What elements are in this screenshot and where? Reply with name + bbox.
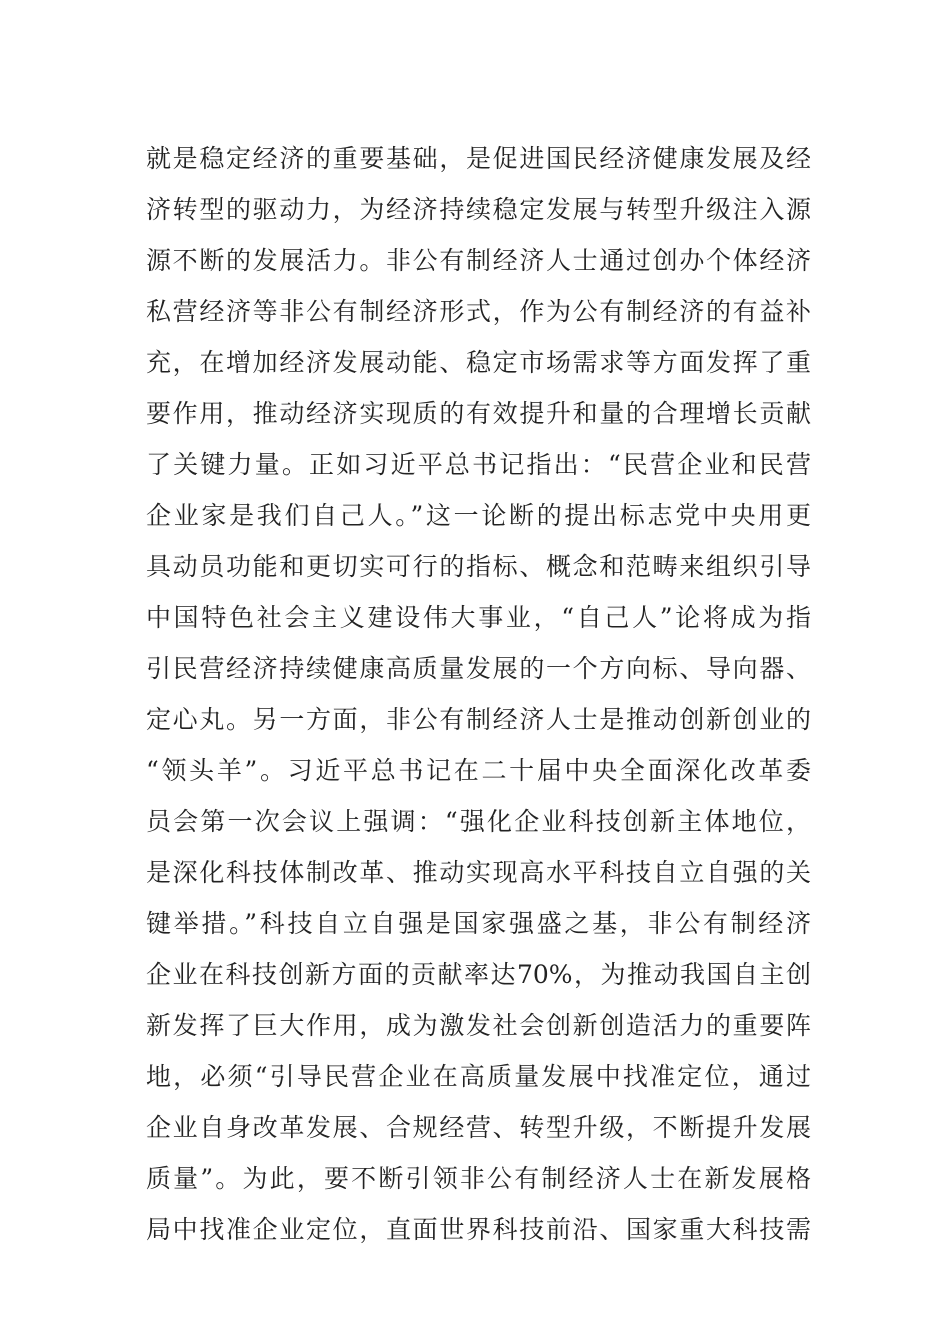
text-line: 私营经济等非公有制经济形式，作为公有制经济的有益补 — [146, 297, 811, 326]
text-line: 企业自身改革发展、合规经营、转型升级，不断提升发展 — [146, 1113, 811, 1142]
text-line: 员会第一次会议上强调：“强化企业科技创新主体地位， — [146, 807, 811, 836]
text-line: 定心丸。另一方面，非公有制经济人士是推动创新创业的 — [146, 705, 811, 734]
text-line: 具动员功能和更切实可行的指标、概念和范畴来组织引导 — [146, 552, 811, 581]
text-line: 键举措。”科技自立自强是国家强盛之基，非公有制经济 — [146, 909, 811, 938]
text-line: 济转型的驱动力，为经济持续稳定发展与转型升级注入源 — [146, 195, 811, 224]
text-line: “领头羊”。习近平总书记在二十届中央全面深化改革委 — [146, 756, 811, 785]
text-line: 充，在增加经济发展动能、稳定市场需求等方面发挥了重 — [146, 348, 811, 377]
text-line: 引民营经济持续健康高质量发展的一个方向标、导向器、 — [146, 654, 811, 683]
text-line: 局中找准企业定位，直面世界科技前沿、国家重大科技需 — [146, 1215, 811, 1244]
text-line: 质量”。为此，要不断引领非公有制经济人士在新发展格 — [146, 1164, 811, 1193]
text-line: 了关键力量。正如习近平总书记指出：“民营企业和民营 — [146, 450, 811, 479]
text-line: 新发挥了巨大作用，成为激发社会创新创造活力的重要阵 — [146, 1011, 811, 1040]
text-line: 是深化科技体制改革、推动实现高水平科技自立自强的关 — [146, 858, 811, 887]
body-text — [146, 133, 811, 1255]
text-line: 中国特色社会主义建设伟大事业，“自己人”论将成为指 — [146, 603, 811, 632]
text-line: 源不断的发展活力。非公有制经济人士通过创办个体经济 — [146, 246, 811, 275]
text-line: 企业在科技创新方面的贡献率达70%，为推动我国自主创 — [146, 960, 811, 989]
text-line: 地，必须“引导民营企业在高质量发展中找准定位，通过 — [146, 1062, 811, 1091]
text-line: 就是稳定经济的重要基础，是促进国民经济健康发展及经 — [146, 144, 811, 173]
text-line: 企业家是我们自己人。”这一论断的提出标志党中央用更 — [146, 501, 811, 530]
text-line: 要作用，推动经济实现质的有效提升和量的合理增长贡献 — [146, 399, 811, 428]
